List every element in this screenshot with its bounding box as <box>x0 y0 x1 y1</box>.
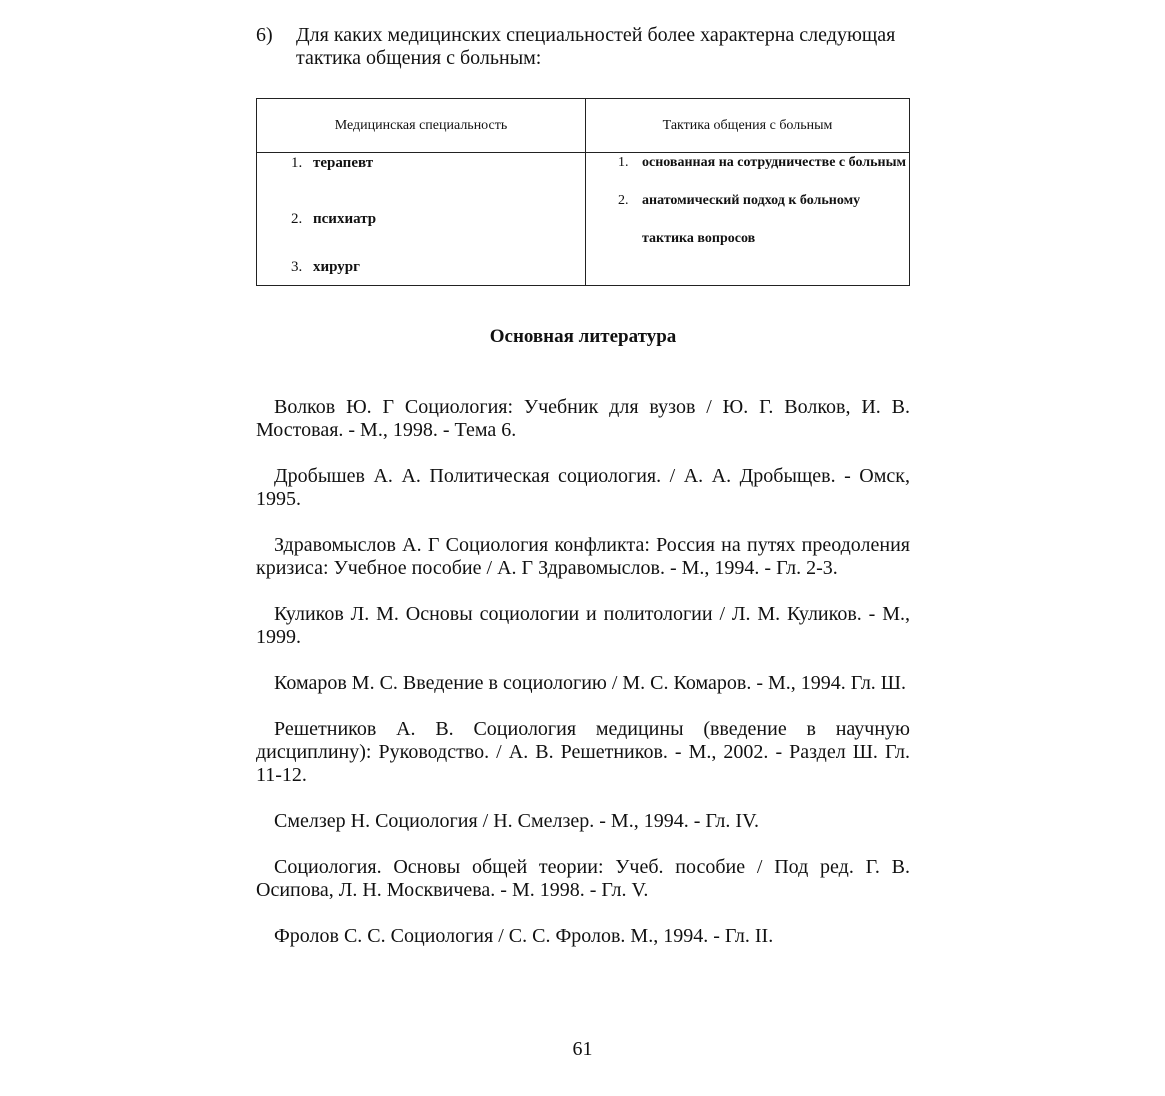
reference-item: Фролов С. С. Социология / С. С. Фролов. М., 1994. - Гл. II. <box>274 925 774 947</box>
question-6 <box>256 24 912 70</box>
tactic-label: основанная на сотрудничестве с больным <box>642 155 907 170</box>
list-item <box>257 153 585 173</box>
reference-item: Куликов Л. М. Основы социологии и политологии / Л. М. Куликов. - М., 1999. <box>256 603 910 648</box>
question-number: 6) <box>256 24 273 46</box>
reference-item: Здравомыслов А. Г Социология конфликта: Россия на путях преодоления кризиса: Учебное пособие / А. Г Здравомыслов. - М., 1994. - Гл. 2-3. <box>256 534 910 579</box>
tactics-cell <box>586 153 910 286</box>
question-text: Для каких медицинских специальностей более характерна следующая тактика общения с больным: <box>296 24 896 69</box>
specialty-cell <box>257 153 586 286</box>
item-number: 2. <box>291 211 303 227</box>
reference-item: Решетников А. В. Социология медицины (введение в научную дисциплину): Руководство. / А. В. Решетников. - М., 2002. - Раздел Ш. Гл. 11-12. <box>256 718 910 786</box>
specialty-label: психиатр <box>313 211 377 227</box>
list-item <box>586 191 909 211</box>
specialty-list <box>257 153 585 277</box>
tactics-list <box>586 153 909 249</box>
header-specialty: Медицинская специальность <box>257 99 586 153</box>
item-number: 1. <box>618 155 629 170</box>
reference-item: Волков Ю. Г Социология: Учебник для вузов / Ю. Г. Волков, И. В. Мостовая. - М., 1998. - Тема 6. <box>256 396 910 441</box>
reference-list <box>256 396 910 971</box>
reference-item: Социология. Основы общей теории: Учеб. пособие / Под ред. Г. В. Осипова, Л. Н. Москвичева. - М. 1998. - Гл. V. <box>256 856 910 901</box>
list-item <box>257 209 585 229</box>
tactic-label: анатомический подход к больному <box>642 193 861 208</box>
item-number: 2. <box>618 193 629 208</box>
specialty-tactics-table <box>256 98 910 286</box>
list-item <box>257 257 585 277</box>
specialty-label: хирург <box>313 259 360 275</box>
table-body-row <box>257 153 910 286</box>
table-header-row <box>257 99 910 153</box>
list-item <box>586 153 909 173</box>
reference-item: Смелзер Н. Социология / Н. Смелзер. - М., 1994. - Гл. IV. <box>274 810 759 832</box>
specialty-label: терапевт <box>313 155 374 171</box>
list-item <box>586 229 909 249</box>
literature-heading: Основная литература <box>489 326 677 347</box>
tactic-label: тактика вопросов <box>642 231 756 246</box>
item-number: 3. <box>291 259 303 275</box>
item-number: 1. <box>291 155 303 171</box>
reference-item: Дробышев А. А. Политическая социология. / А. А. Дробыщев. - Омск, 1995. <box>256 465 910 510</box>
header-tactics: Тактика общения с больным <box>586 99 910 153</box>
reference-item: Комаров М. С. Введение в социологию / М. С. Комаров. - М., 1994. Гл. Ш. <box>274 672 906 694</box>
page-number: 61 <box>572 1038 593 1060</box>
